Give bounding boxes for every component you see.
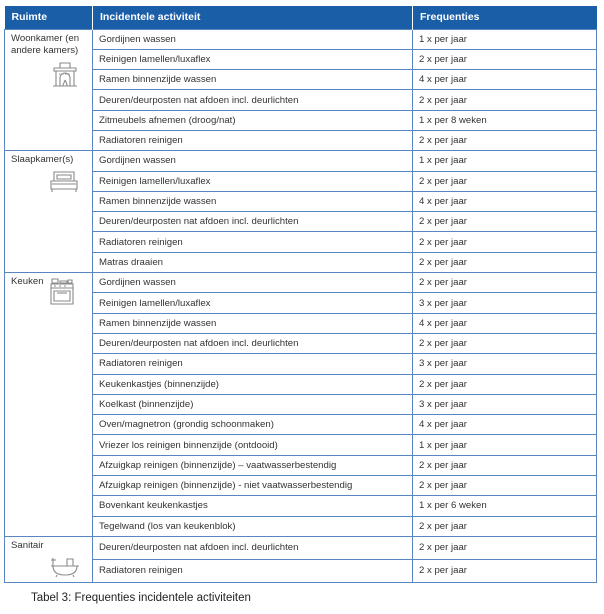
frequency-cell: 2 x per jaar — [413, 171, 597, 191]
table-row — [5, 252, 597, 272]
frequency-cell: 2 x per jaar — [413, 212, 597, 232]
activity-cell: Tegelwand (los van keukenblok) — [93, 516, 413, 536]
room-cell — [5, 151, 93, 273]
header-frequency: Frequenties — [413, 6, 597, 29]
frequency-cell: 2 x per jaar — [413, 455, 597, 475]
table-caption: Tabel 3: Frequenties incidentele activiteiten — [31, 592, 251, 604]
activity-cell: Afzuigkap reinigen (binnenzijde) – vaatwasserbestendig — [93, 455, 413, 475]
activity-cell: Deuren/deurposten nat afdoen incl. deurlichten — [93, 212, 413, 232]
room-label: Woonkamer (en andere kamers) — [11, 32, 80, 56]
frequency-cell: 2 x per jaar — [413, 232, 597, 252]
activity-cell: Deuren/deurposten nat afdoen incl. deurlichten — [93, 333, 413, 353]
activity-cell: Reinigen lamellen/luxaflex — [93, 293, 413, 313]
table-row — [5, 394, 597, 414]
activity-cell: Koelkast (binnenzijde) — [93, 394, 413, 414]
table-row — [5, 455, 597, 475]
frequency-cell: 2 x per jaar — [413, 516, 597, 536]
table-row — [5, 212, 597, 232]
bathtub-icon — [49, 556, 92, 582]
frequency-cell: 2 x per jaar — [413, 130, 597, 150]
activity-cell: Ramen binnenzijde wassen — [93, 70, 413, 90]
frequency-cell: 3 x per jaar — [413, 394, 597, 414]
table-row — [5, 435, 597, 455]
table-row — [5, 374, 597, 394]
activity-cell: Ramen binnenzijde wassen — [93, 191, 413, 211]
table-row — [5, 333, 597, 353]
room-label: Sanitair — [11, 539, 44, 551]
room-label: Keuken — [11, 276, 44, 288]
activity-cell: Bovenkant keukenkastjes — [93, 496, 413, 516]
table-row — [5, 415, 597, 435]
table-header-row — [5, 6, 597, 29]
activity-cell: Reinigen lamellen/luxaflex — [93, 49, 413, 69]
activity-cell: Reinigen lamellen/luxaflex — [93, 171, 413, 191]
activity-cell: Keukenkastjes (binnenzijde) — [93, 374, 413, 394]
frequency-table — [4, 6, 597, 583]
table-row — [5, 191, 597, 211]
table-row — [5, 559, 597, 582]
table-row — [5, 232, 597, 252]
header-activity: Incidentele activiteit — [93, 6, 413, 29]
table-row — [5, 496, 597, 516]
activity-cell: Radiatoren reinigen — [93, 130, 413, 150]
frequency-cell: 4 x per jaar — [413, 191, 597, 211]
table-row — [5, 476, 597, 496]
frequency-cell: 2 x per jaar — [413, 333, 597, 353]
activity-cell: Vriezer los reinigen binnenzijde (ontdooid) — [93, 435, 413, 455]
frequency-cell: 1 x per jaar — [413, 29, 597, 49]
activity-cell: Ramen binnenzijde wassen — [93, 313, 413, 333]
activity-cell: Radiatoren reinigen — [93, 354, 413, 374]
table-row — [5, 313, 597, 333]
table-body — [5, 29, 597, 582]
frequency-cell: 2 x per jaar — [413, 476, 597, 496]
frequency-cell: 4 x per jaar — [413, 70, 597, 90]
activity-cell: Gordijnen wassen — [93, 151, 413, 171]
table-row — [5, 151, 597, 171]
activity-cell: Matras draaien — [93, 252, 413, 272]
frequency-cell: 2 x per jaar — [413, 252, 597, 272]
activity-cell: Deuren/deurposten nat afdoen incl. deurlichten — [93, 90, 413, 110]
fireplace-icon — [51, 61, 92, 93]
room-cell — [5, 29, 93, 151]
room-label: Slaapkamer(s) — [11, 154, 74, 166]
room-cell — [5, 273, 93, 537]
frequency-cell: 3 x per jaar — [413, 293, 597, 313]
table-row — [5, 130, 597, 150]
table-row — [5, 354, 597, 374]
frequency-cell: 4 x per jaar — [413, 313, 597, 333]
activity-cell: Radiatoren reinigen — [93, 232, 413, 252]
frequency-cell: 2 x per jaar — [413, 374, 597, 394]
frequency-cell: 1 x per 6 weken — [413, 496, 597, 516]
activity-cell: Gordijnen wassen — [93, 273, 413, 293]
frequency-cell: 2 x per jaar — [413, 559, 597, 582]
table-row — [5, 171, 597, 191]
frequency-cell: 1 x per jaar — [413, 435, 597, 455]
frequency-cell: 3 x per jaar — [413, 354, 597, 374]
frequency-cell: 4 x per jaar — [413, 415, 597, 435]
frequency-cell: 2 x per jaar — [413, 273, 597, 293]
activity-cell: Afzuigkap reinigen (binnenzijde) - niet vaatwasserbestendig — [93, 476, 413, 496]
table-row — [5, 29, 597, 49]
activity-cell: Deuren/deurposten nat afdoen incl. deurlichten — [93, 536, 413, 559]
table-row — [5, 516, 597, 536]
frequency-cell: 2 x per jaar — [413, 536, 597, 559]
activity-cell: Radiatoren reinigen — [93, 559, 413, 582]
activity-cell: Zitmeubels afnemen (droog/nat) — [93, 110, 413, 130]
table-row — [5, 293, 597, 313]
frequency-cell: 1 x per 8 weken — [413, 110, 597, 130]
header-room: Ruimte — [5, 6, 93, 29]
frequency-cell: 1 x per jaar — [413, 151, 597, 171]
table-row — [5, 90, 597, 110]
table-row — [5, 49, 597, 69]
bed-icon — [49, 170, 92, 198]
table-row — [5, 70, 597, 90]
frequency-cell: 2 x per jaar — [413, 49, 597, 69]
table-row — [5, 536, 597, 559]
frequency-table-container — [4, 6, 596, 583]
room-cell — [5, 536, 93, 582]
table-row — [5, 110, 597, 130]
table-row — [5, 273, 597, 293]
activity-cell: Oven/magnetron (grondig schoonmaken) — [93, 415, 413, 435]
stove-icon — [49, 278, 92, 310]
frequency-cell: 2 x per jaar — [413, 90, 597, 110]
activity-cell: Gordijnen wassen — [93, 29, 413, 49]
